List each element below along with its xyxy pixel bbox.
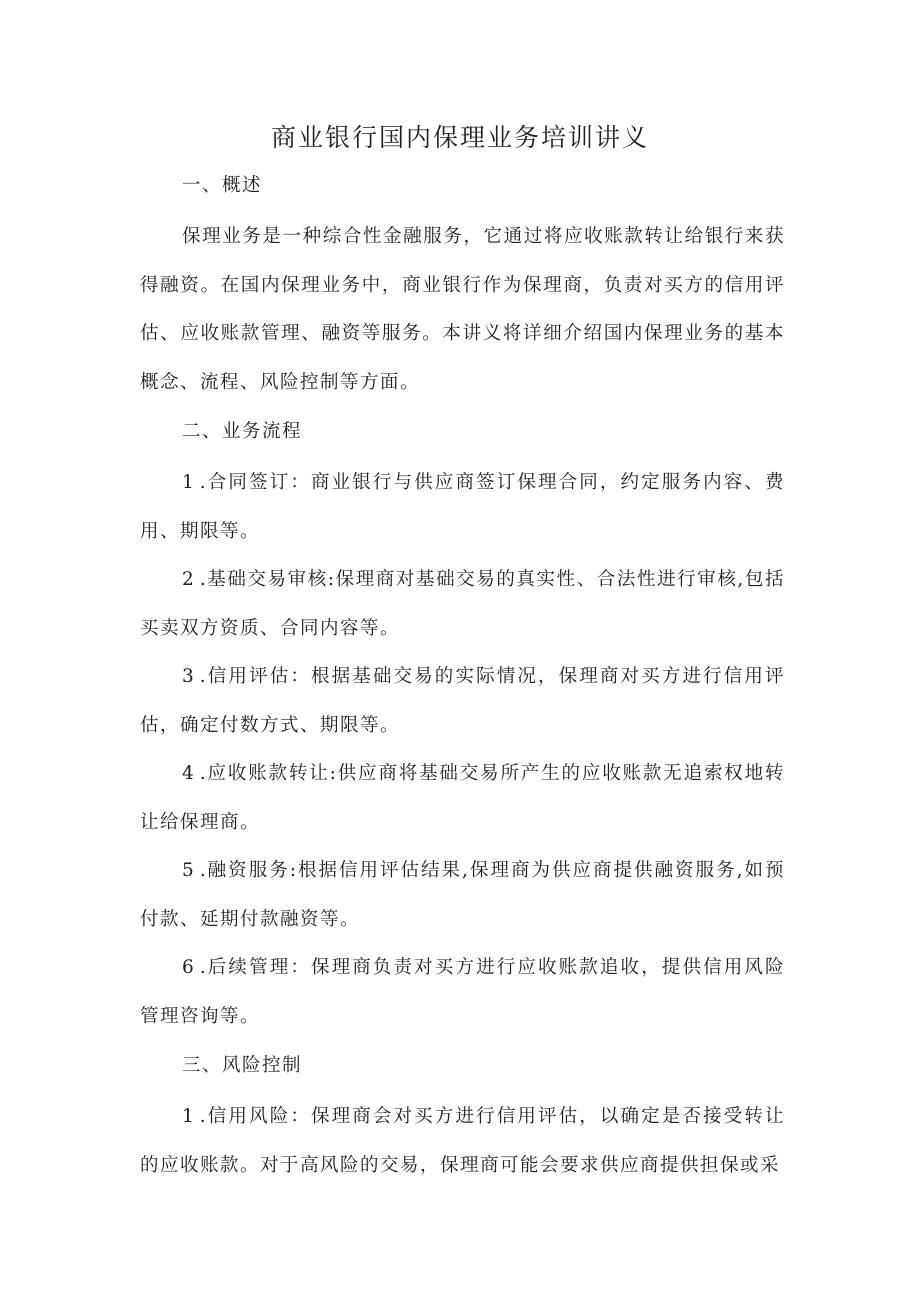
section-heading: 二、业务流程 (182, 421, 303, 442)
section-risk-control (140, 1045, 785, 1190)
section-heading: 三、风险控制 (182, 1055, 303, 1076)
item-number: 6 (182, 957, 200, 978)
item-text: .融资服务:根据信用评估结果,保理商为供应商提供融资服务,如预付款、延期付款融资等。 (140, 860, 785, 930)
item-text: .合同签订：商业银行与供应商签订保理合同，约定服务内容、费用、期限等。 (140, 472, 785, 542)
list-item (140, 459, 785, 556)
list-item (140, 847, 785, 944)
item-text: .应收账款转让:供应商将基础交易所产生的应收账款无追索权地转让给保理商。 (140, 763, 785, 833)
item-number: 1 (182, 472, 200, 493)
list-item (140, 1093, 785, 1190)
list-item (140, 750, 785, 847)
item-number: 1 (182, 1106, 200, 1127)
section-business-process (140, 411, 785, 1041)
document-title: 商业银行国内保理业务培训讲义 (270, 123, 649, 152)
paragraph: 保理业务是一种综合性金融服务，它通过将应收账款转让给银行来获得融资。在国内保理业务中，商业银行作为保理商，负责对买方的信用评估、应收账款管理、融资等服务。本讲义将详细介绍国内保理业务的基本概念、流程、风险控制等方面。 (140, 226, 785, 393)
section-overview (140, 165, 785, 407)
item-text: .后续管理：保理商负责对买方进行应收账款追收，提供信用风险管理咨询等。 (140, 957, 785, 1027)
list-item (140, 944, 785, 1041)
item-number: 2 (182, 569, 200, 590)
section-heading: 一、概述 (182, 175, 263, 196)
list-item (140, 653, 785, 750)
item-text: .基础交易审核:保理商对基础交易的真实性、合法性进行审核,包括买卖双方资质、合同内容等。 (140, 569, 785, 639)
list-item (140, 556, 785, 653)
item-number: 5 (182, 860, 200, 881)
document-body (140, 165, 785, 1190)
item-number: 4 (182, 763, 200, 784)
item-text: .信用评估：根据基础交易的实际情况，保理商对买方进行信用评估，确定付数方式、期限等。 (140, 666, 785, 736)
item-number: 3 (182, 666, 200, 687)
item-text: .信用风险：保理商会对买方进行信用评估，以确定是否接受转让的应收账款。对于高风险的交易，保理商可能会要求供应商提供担保或采 (140, 1106, 785, 1176)
